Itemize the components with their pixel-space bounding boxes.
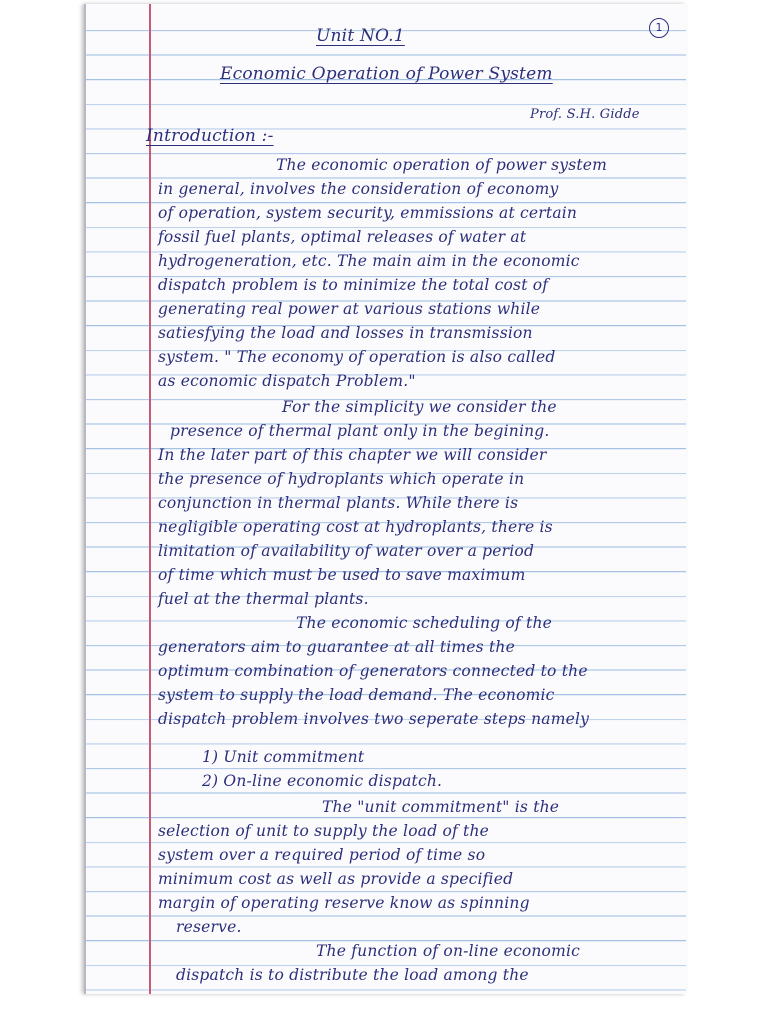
author-name: Prof. S.H. Gidde — [530, 107, 640, 122]
text-line: The economic operation of power system — [276, 156, 608, 174]
text-line: dispatch problem is to minimize the total cost of — [158, 276, 549, 294]
text-line: negligible operating cost at hydroplants, there is — [158, 518, 553, 536]
text-line: limitation of availability of water over a period — [158, 542, 535, 560]
text-line: as economic dispatch Problem." — [158, 372, 416, 390]
notebook-page — [84, 4, 686, 994]
text-line: of time which must be used to save maximum — [158, 566, 526, 584]
unit-heading: Unit NO.1 — [316, 26, 405, 46]
text-line: generators aim to guarantee at all times the — [158, 638, 515, 656]
text-line: dispatch is to distribute the load among the — [176, 966, 529, 984]
text-line: presence of thermal plant only in the begining. — [170, 422, 550, 440]
text-line: margin of operating reserve know as spinning — [158, 894, 530, 912]
text-line: in general, involves the consideration of economy — [158, 180, 559, 198]
text-line: satiesfying the load and losses in transmission — [158, 324, 533, 342]
text-line: fossil fuel plants, optimal releases of water at — [158, 228, 527, 246]
text-line: reserve. — [176, 918, 242, 936]
text-line: generating real power at various stations while — [158, 300, 541, 318]
text-line: system. " The economy of operation is also called — [158, 348, 556, 366]
text-line: optimum combination of generators connected to the — [158, 662, 588, 680]
text-line: The economic scheduling of the — [296, 614, 553, 632]
text-line: dispatch problem involves two seperate steps namely — [158, 710, 590, 728]
text-line: the presence of hydroplants which operate in — [158, 470, 525, 488]
text-line: 2) On-line economic dispatch. — [202, 772, 443, 790]
page-title: Economic Operation of Power System — [220, 64, 553, 84]
text-line: For the simplicity we consider the — [282, 398, 557, 416]
text-line: In the later part of this chapter we will consider — [158, 446, 547, 464]
page-number-badge: 1 — [649, 18, 669, 38]
text-line: minimum cost as well as provide a specified — [158, 870, 514, 888]
text-line: fuel at the thermal plants. — [158, 590, 369, 608]
text-line: 1) Unit commitment — [202, 748, 365, 766]
text-line: system over a required period of time so — [158, 846, 486, 864]
text-line: conjunction in thermal plants. While there is — [158, 494, 519, 512]
text-line: The function of on-line economic — [316, 942, 581, 960]
text-line: of operation, system security, emmissions at certain — [158, 204, 578, 222]
text-line: hydrogeneration, etc. The main aim in the economic — [158, 252, 580, 270]
text-line: selection of unit to supply the load of the — [158, 822, 490, 840]
text-line: system to supply the load demand. The economic — [158, 686, 555, 704]
text-line: The "unit commitment" is the — [322, 798, 560, 816]
section-heading: Introduction :- — [146, 126, 274, 146]
